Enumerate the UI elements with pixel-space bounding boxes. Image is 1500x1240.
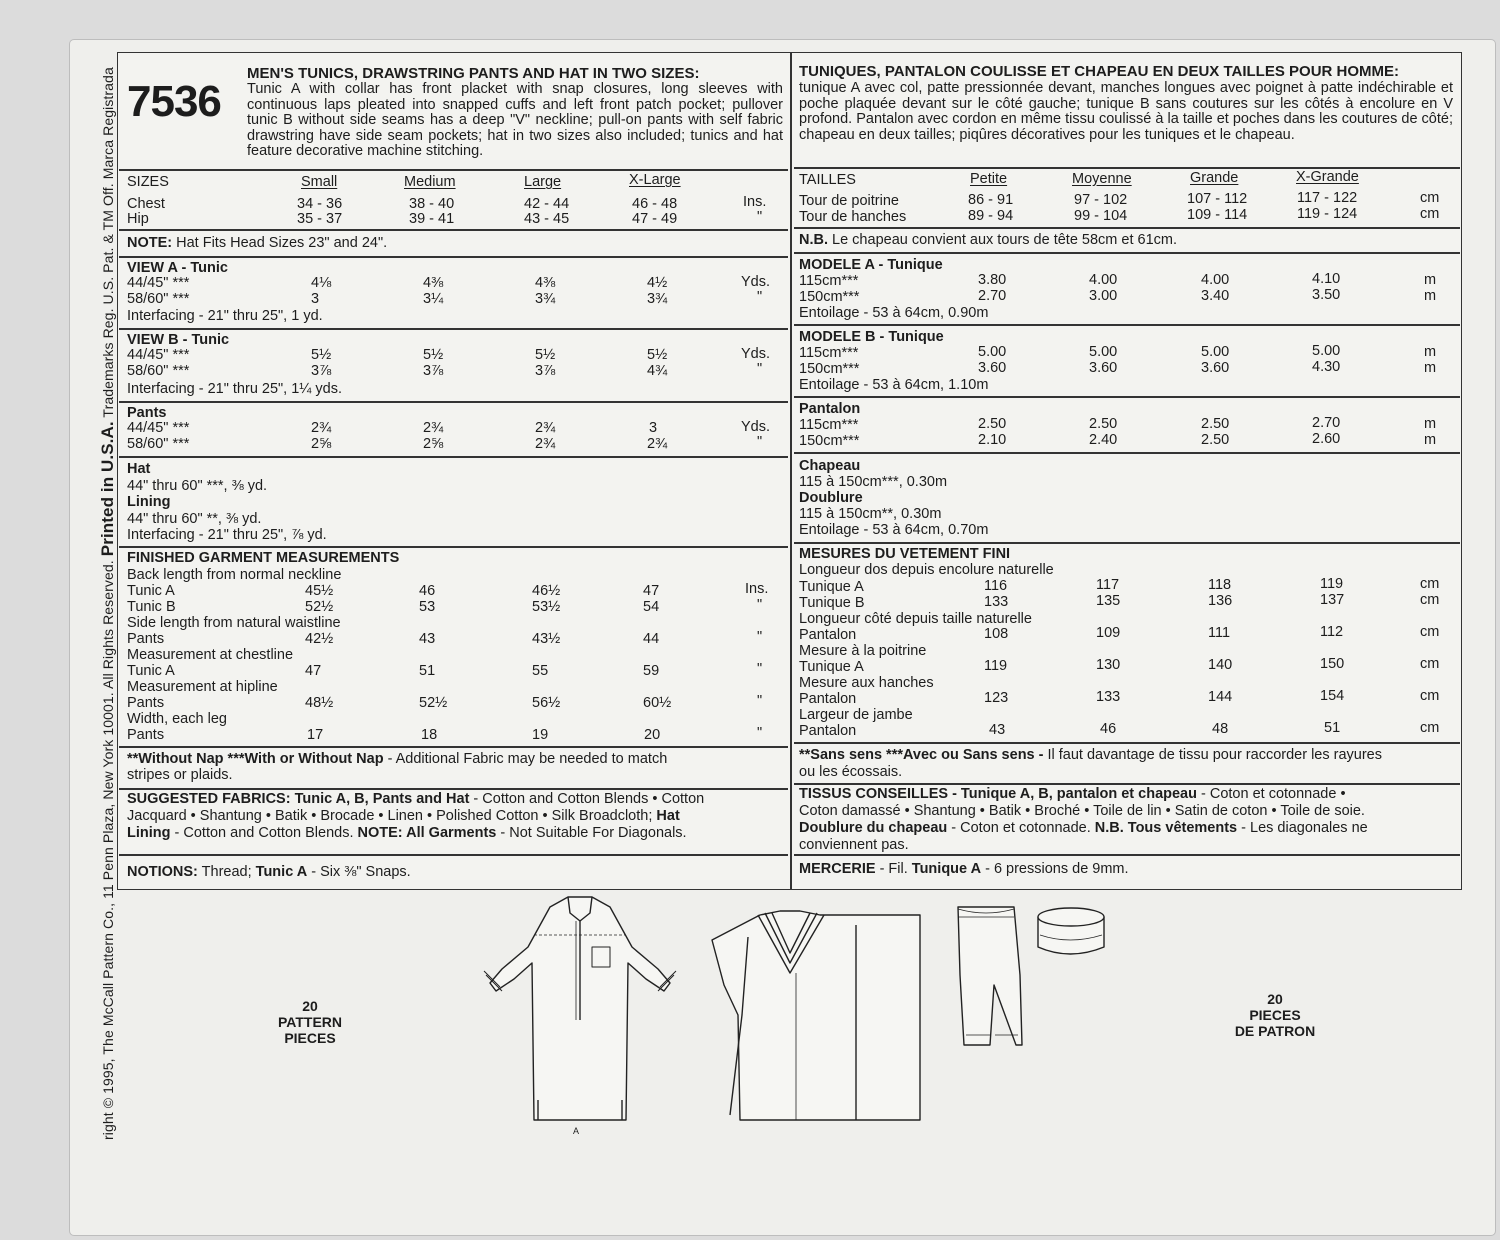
measure-value: 117 bbox=[1096, 577, 1120, 593]
measure-value: 119 bbox=[1320, 576, 1344, 592]
unit: cm bbox=[1420, 720, 1440, 736]
chapeau-fabric: 115 à 150cm***, 0.30m bbox=[799, 474, 948, 490]
pattern-number: 7536 bbox=[127, 77, 221, 126]
copyright-side-text: right © 1995, The McCall Pattern Co., 11 Penn Plaza, New York 10001. All Rights Reserved. Printed in U.S.A. Trademarks Reg. U.S. Pat. & TM Off. Marca Registrada bbox=[98, 67, 117, 1140]
measure-value: 56½ bbox=[532, 695, 561, 711]
yardage: 2⅝ bbox=[423, 436, 444, 452]
garment-label: Tunic B bbox=[127, 599, 176, 615]
entoilage: Entoilage - 53 à 64cm, 0.70m bbox=[799, 522, 989, 538]
chest-value: 107 - 112 bbox=[1187, 191, 1248, 207]
metrage: 4.10 bbox=[1312, 271, 1341, 287]
hat-drawing bbox=[1038, 908, 1104, 954]
size-xlarge: X-Large bbox=[629, 172, 681, 188]
notions-en: NOTIONS: Thread; Tunic A - Six ⅜" Snaps. bbox=[127, 864, 411, 880]
measure-value: 135 bbox=[1096, 593, 1121, 609]
unit: Yds. bbox=[741, 346, 771, 362]
yardage: 2¾ bbox=[647, 436, 668, 452]
measure-value: 18 bbox=[421, 727, 438, 743]
metrage: 4.00 bbox=[1201, 272, 1230, 288]
measure-value: 43½ bbox=[532, 631, 561, 647]
fabric-width: 58/60" *** bbox=[127, 291, 190, 307]
measure-value: 46 bbox=[1100, 721, 1117, 737]
yardage: 3¼ bbox=[423, 291, 444, 307]
chest-value: 42 - 44 bbox=[524, 196, 570, 212]
chest-label: Chest bbox=[127, 196, 165, 212]
view-a-title: VIEW A - Tunic bbox=[127, 260, 228, 276]
entoilage: Entoilage - 53 à 64cm, 1.10m bbox=[799, 377, 989, 393]
measure-value: 43 bbox=[989, 722, 1006, 738]
pattern-pieces-fr: 20 PIECES DE PATRON bbox=[1234, 991, 1316, 1039]
description-en: Tunic A with collar has front placket with snap closures, long sleeves with continuous laps pleated into snapped cuffs and left front patch pocket; pullover tunic B without side seams has a deep "V" neckline; pull-on pants with self fabric drawstring have side seam pockets; hat in two sizes also included; tunics and hat feature decorative machine stitching. bbox=[247, 81, 783, 160]
measure-value: 51 bbox=[419, 663, 436, 679]
measure-label: Mesure aux hanches bbox=[799, 675, 934, 691]
chest-value: 117 - 122 bbox=[1297, 190, 1358, 206]
metrage: 3.40 bbox=[1201, 288, 1230, 304]
fabric-width: 44/45" *** bbox=[127, 275, 190, 291]
metrage: 3.60 bbox=[1089, 360, 1118, 376]
measure-value: 48½ bbox=[305, 695, 334, 711]
metrage: 5.00 bbox=[1312, 343, 1341, 359]
measure-value: 53 bbox=[419, 599, 436, 615]
unit: " bbox=[757, 693, 763, 709]
size-large: Large bbox=[524, 174, 562, 190]
metrage: 4.30 bbox=[1312, 359, 1341, 375]
size-grande: Grande bbox=[1190, 170, 1239, 186]
measure-value: 19 bbox=[532, 727, 549, 743]
entoilage: Entoilage - 53 à 64cm, 0.90m bbox=[799, 305, 989, 321]
title-en: MEN'S TUNICS, DRAWSTRING PANTS AND HAT IN TWO SIZES: bbox=[247, 65, 700, 82]
french-column: TUNIQUES, PANTALON COULISSE ET CHAPEAU EN DEUX TAILLES POUR HOMME: tunique A avec col, patte pressionnée devant, manches longues avec poignet à patte indéchirable et poche plaquée devant sur le côté gauche; tunique B sans coutures sur les côtés à encolure en V profond. Pantalon avec cordon en même tissu coulissé à la taille et poches dans les coutures de côté; chapeau en deux tailles; piqûres décoratives pour les tuniques et le chapeau. TAILLES Petite Moyenne Grande X-Grande Tour de poitrine 86 - 91 97 - 102 107 - 112 117 - 122 cm Tour de hanches 89 - 94 99 - 104 109 - 114 119 - 124 cm N.B. Le chapeau convient aux tours de tête 58cm et 61cm. MODELE A - Tunique 115cm*** 3.80 4.00 4.00 4.10 m 150cm*** 2.70 3.00 3.40 3.50 m Entoilage - 53 à 64cm, 0.90m MODELE B - Tunique 115cm*** 5.00 5.00 5.00 5.00 m 150cm*** 3.60 3.60 3.60 4.30 m Entoilage - 53 à 64cm, 1.10m Pantalon 115cm*** 2.50 2.50 2.50 2.70 m 150cm*** 2.10 2.40 2.50 2.60 m Chapeau 115 à 150cm***, 0.30m Doublure 115 à 150cm**, 0.30m Entoilage - 53 à 64cm, 0.70m MESURES DU VETEMENT FINI Longueur dos depuis encolure naturelle Tunique A 116 117 118 119 cm Tunique B 133 135 136 137 cm Longueur côté depuis taille naturelle Pantalon 108 109 111 112 cm Mesure à la poitrine Tunique A 119 130 140 150 cm Mesure aux hanches Pantalon 123 133 144 154 cm Largeur de jambe Pantalon 43 46 48 51 cm **Sans sens ***Avec ou Sans sens - Il faut davantage de tissu pour raccorder les rayures ou les écossais. TISSUS CONSEILLES - Tunique A, B, pantalon et chapeau - Coton et cotonnade • Coton damassé • Shantung • Batik • Broché • Toile de lin • Satin de coton • Toile de soie. Doublure du chapeau - Coton et cotonnade. N.B. Tous vêtements - Les diagonales ne conviennent pas. MERCERIE - Fil. Tunique A - 6 pressions de 9mm. bbox=[794, 52, 1460, 890]
hip-value: 39 - 41 bbox=[409, 211, 455, 227]
column-divider bbox=[790, 52, 792, 890]
measure-label: Mesure à la poitrine bbox=[799, 643, 927, 659]
unit: cm bbox=[1420, 688, 1440, 704]
pattern-pieces-en: 20 PATTERN PIECES bbox=[277, 998, 343, 1046]
garment-label: Tunique A bbox=[799, 579, 864, 595]
unit: m bbox=[1424, 360, 1437, 376]
garment-label: Tunique B bbox=[799, 595, 865, 611]
interfacing: Interfacing - 21" thru 25", 1¼ yds. bbox=[127, 381, 343, 397]
metrage: 2.50 bbox=[1089, 416, 1118, 432]
description-fr: tunique A avec col, patte pressionnée devant, manches longues avec poignet à patte indéchirable et poche plaquée devant sur le côté gauche; tunique B sans coutures sur les côtés à encolure en V profond. Pantalon avec cordon en même tissu coulissé à la taille et poches dans les coutures de côté; chapeau en deux tailles; piqûres décoratives pour les tuniques et le chapeau. bbox=[799, 80, 1453, 143]
hip-label: Hip bbox=[127, 211, 149, 227]
measure-value: 17 bbox=[307, 727, 324, 743]
measure-value: 45½ bbox=[305, 583, 334, 599]
modele-a-title: MODELE A - Tunique bbox=[799, 257, 943, 273]
measure-label: Longueur dos depuis encolure naturelle bbox=[799, 562, 1054, 578]
measure-label: Width, each leg bbox=[127, 711, 227, 727]
metrage: 2.50 bbox=[1201, 416, 1230, 432]
yardage: 3⅞ bbox=[535, 363, 556, 379]
metrage: 3.00 bbox=[1089, 288, 1118, 304]
metrage: 4.00 bbox=[1089, 272, 1118, 288]
measure-value: 42½ bbox=[305, 631, 334, 647]
unit: cm bbox=[1420, 206, 1440, 222]
sizes-label: TAILLES bbox=[799, 172, 856, 188]
unit: " bbox=[757, 209, 763, 225]
yardage: 2¾ bbox=[535, 436, 556, 452]
mercerie: MERCERIE - Fil. Tunique A - 6 pressions de 9mm. bbox=[799, 861, 1129, 877]
measure-value: 119 bbox=[984, 658, 1008, 674]
unit: " bbox=[757, 629, 763, 645]
measure-value: 59 bbox=[643, 663, 660, 679]
measure-value: 136 bbox=[1208, 593, 1233, 609]
nap-note-fr-2: ou les écossais. bbox=[799, 764, 903, 780]
unit: cm bbox=[1420, 656, 1440, 672]
measure-value: 52½ bbox=[305, 599, 334, 615]
measure-value: 133 bbox=[1096, 689, 1121, 705]
metrage: 5.00 bbox=[978, 344, 1007, 360]
measure-value: 46½ bbox=[532, 583, 561, 599]
unit: " bbox=[757, 434, 763, 450]
measure-value: 116 bbox=[984, 578, 1008, 594]
measure-value: 44 bbox=[643, 631, 660, 647]
fabric-width: 150cm*** bbox=[799, 433, 860, 449]
unit: Ins. bbox=[743, 194, 767, 210]
hip-value: 47 - 49 bbox=[632, 211, 678, 227]
size-medium: Medium bbox=[404, 174, 456, 190]
metrage: 3.60 bbox=[1201, 360, 1230, 376]
size-small: Small bbox=[301, 174, 338, 190]
yardage: 5½ bbox=[423, 347, 444, 363]
yardage: 2¾ bbox=[535, 420, 556, 436]
chapeau-title: Chapeau bbox=[799, 458, 861, 474]
doublure-title: Doublure bbox=[799, 490, 863, 506]
fabric-width: 115cm*** bbox=[799, 417, 859, 433]
size-xgrande: X-Grande bbox=[1296, 169, 1359, 185]
metrage: 3.80 bbox=[978, 272, 1007, 288]
measure-label: Longueur côté depuis taille naturelle bbox=[799, 611, 1032, 627]
tunic-a-drawing bbox=[484, 897, 676, 1120]
measure-value: 55 bbox=[532, 663, 549, 679]
unit: " bbox=[757, 661, 763, 677]
hip-value: 99 - 104 bbox=[1074, 208, 1128, 224]
unit: m bbox=[1424, 416, 1437, 432]
measure-value: 47 bbox=[305, 663, 322, 679]
hat-note-en: NOTE: Hat Fits Head Sizes 23" and 24". bbox=[127, 235, 388, 251]
yardage: 4⅜ bbox=[423, 275, 444, 291]
metrage: 3.60 bbox=[978, 360, 1007, 376]
garment-illustrations bbox=[480, 895, 1120, 1145]
measure-value: 53½ bbox=[532, 599, 561, 615]
nap-note-en: **Without Nap ***With or Without Nap - Additional Fabric may be needed to match bbox=[127, 751, 668, 767]
measure-value: 46 bbox=[419, 583, 436, 599]
chest-value: 34 - 36 bbox=[297, 196, 343, 212]
garment-label: Pantalon bbox=[799, 627, 857, 643]
metrage: 2.70 bbox=[978, 288, 1007, 304]
metrage: 2.60 bbox=[1312, 431, 1341, 447]
fabric-width: 150cm*** bbox=[799, 361, 860, 377]
metrage: 2.50 bbox=[1201, 432, 1230, 448]
metrage: 2.10 bbox=[978, 432, 1007, 448]
yardage: 3¾ bbox=[647, 291, 668, 307]
hip-value: 43 - 45 bbox=[524, 211, 570, 227]
unit: " bbox=[757, 289, 763, 305]
pantalon-title: Pantalon bbox=[799, 401, 861, 417]
metrage: 5.00 bbox=[1201, 344, 1230, 360]
lining-title: Lining bbox=[127, 494, 171, 510]
garment-label: Pants bbox=[127, 727, 165, 743]
nap-note-fr: **Sans sens ***Avec ou Sans sens - Il faut davantage de tissu pour raccorder les rayures bbox=[799, 747, 1382, 763]
fabric-width: 115cm*** bbox=[799, 273, 859, 289]
yardage: 3⅞ bbox=[423, 363, 444, 379]
garment-label: Tunic A bbox=[127, 663, 175, 679]
garment-label: Pants bbox=[127, 631, 165, 647]
chest-label: Tour de poitrine bbox=[799, 193, 899, 209]
unit: cm bbox=[1420, 576, 1440, 592]
measure-value: 52½ bbox=[419, 695, 448, 711]
doublure-fabric: 115 à 150cm**, 0.30m bbox=[799, 506, 942, 522]
measure-label: Side length from natural waistline bbox=[127, 615, 341, 631]
measure-value: 54 bbox=[643, 599, 660, 615]
hip-value: 89 - 94 bbox=[968, 208, 1014, 224]
garment-label: Pants bbox=[127, 695, 165, 711]
sizes-label: SIZES bbox=[127, 174, 169, 190]
yardage: 2⅝ bbox=[311, 436, 332, 452]
fabric-width: 44/45" *** bbox=[127, 347, 190, 363]
yardage: 4¾ bbox=[647, 363, 668, 379]
pants-drawing bbox=[958, 907, 1022, 1045]
measure-value: 109 bbox=[1096, 625, 1121, 641]
unit: cm bbox=[1420, 592, 1440, 608]
view-a-label: A bbox=[572, 1126, 580, 1136]
yardage: 2¾ bbox=[311, 420, 332, 436]
hip-label: Tour de hanches bbox=[799, 209, 907, 225]
unit: Yds. bbox=[741, 274, 771, 290]
fgm-title: FINISHED GARMENT MEASUREMENTS bbox=[127, 550, 400, 566]
hip-value: 109 - 114 bbox=[1187, 207, 1248, 223]
yardage: 4⅜ bbox=[535, 275, 556, 291]
tunic-b-drawing bbox=[712, 911, 920, 1120]
measure-value: 140 bbox=[1208, 657, 1233, 673]
unit: cm bbox=[1420, 190, 1440, 206]
measure-label: Measurement at hipline bbox=[127, 679, 278, 695]
yardage: 4⅛ bbox=[311, 275, 332, 291]
yardage: 3⅞ bbox=[311, 363, 332, 379]
pants-title: Pants bbox=[127, 405, 167, 421]
chest-value: 97 - 102 bbox=[1074, 192, 1128, 208]
yardage: 3¾ bbox=[535, 291, 556, 307]
hat-title: Hat bbox=[127, 461, 151, 477]
metrage: 2.70 bbox=[1312, 415, 1341, 431]
metrage: 3.50 bbox=[1312, 287, 1341, 303]
metrage: 2.40 bbox=[1089, 432, 1118, 448]
size-petite: Petite bbox=[970, 171, 1008, 187]
unit: cm bbox=[1420, 624, 1440, 640]
yardage: 5½ bbox=[647, 347, 668, 363]
modele-b-title: MODELE B - Tunique bbox=[799, 329, 944, 345]
measure-value: 51 bbox=[1324, 720, 1341, 736]
size-moyenne: Moyenne bbox=[1072, 171, 1132, 187]
unit: m bbox=[1424, 272, 1437, 288]
metrage: 2.50 bbox=[978, 416, 1007, 432]
measure-value: 118 bbox=[1208, 577, 1232, 593]
measure-value: 60½ bbox=[643, 695, 672, 711]
hat-fabric: 44" thru 60" ***, ⅜ yd. bbox=[127, 478, 268, 494]
measure-value: 108 bbox=[984, 626, 1009, 642]
measure-value: 43 bbox=[419, 631, 436, 647]
unit: Ins. bbox=[745, 581, 769, 597]
fabric-width: 115cm*** bbox=[799, 345, 859, 361]
nap-note-en-2: stripes or plaids. bbox=[127, 767, 233, 783]
measure-value: 137 bbox=[1320, 592, 1345, 608]
english-column: 7536 MEN'S TUNICS, DRAWSTRING PANTS AND HAT IN TWO SIZES: Tunic A with collar has front placket with snap closures, long sleeves with continuous laps pleated into snapped cuffs and left front patch pocket; pullover tunic B without side seams has a deep "V" neckline; pull-on pants with self fabric drawstring have side seam pockets; hat in two sizes also included; tunics and hat feature decorative machine stitching. SIZES Small Medium Large X-Large Chest 34 - 36 38 - 40 42 - 44 46 - 48 Ins. Hip 35 - 37 39 - 41 43 - 45 47 - 49 " NOTE: Hat Fits Head Sizes 23" and 24". VIEW A - Tunic 44/45" *** 4⅛ 4⅜ 4⅜ 4½ Yds. 58/60" *** 3 3¼ 3¾ 3¾ " Interfacing - 21" thru 25", 1 yd. VIEW B - Tunic 44/45" *** 5½ 5½ 5½ 5½ Yds. 58/60" *** 3⅞ 3⅞ 3⅞ 4¾ " Interfacing - 21" thru 25", 1¼ yds. Pants 44/45" *** 2¾ 2¾ 2¾ 3 Yds. 58/60" *** 2⅝ 2⅝ 2¾ 2¾ " Hat 44" thru 60" ***, ⅜ yd. Lining 44" thru 60" **, ⅜ yd. Interfacing - 21" thru 25", ⅞ yd. FINISHED GARMENT MEASUREMENTS Back length from normal neckline Tunic A 45½ 46 46½ 47 Ins. Tunic B 52½ 53 53½ 54 " Side length from natural waistline Pants 42½ 43 43½ 44 " Measurement at chestline Tunic A 47 51 55 59 " Measurement at hipline Pants 48½ 52½ 56½ 60½ " Width, each leg Pants 17 18 19 20 " **Without Nap ***With or Without Nap - Additional Fabric may be needed to match stripes or plaids. SUGGESTED FABRICS: Tunic A, B, Pants and Hat - Cotton and Cotton Blends • Cotton Jacquard • Shantung • Batik • Brocade • Linen • Polished Cotton • Silk Broadcloth; Hat Lining - Cotton and Cotton Blends. NOTE: All Garments - Not Suitable For Diagonals. NOTIONS: Thread; Tunic A - Six ⅜" Snaps. bbox=[119, 52, 788, 890]
measure-label: Largeur de jambe bbox=[799, 707, 913, 723]
view-b-title: VIEW B - Tunic bbox=[127, 332, 230, 348]
yardage: 5½ bbox=[535, 347, 556, 363]
measure-value: 130 bbox=[1096, 657, 1121, 673]
unit: " bbox=[757, 597, 763, 613]
metrage: 5.00 bbox=[1089, 344, 1118, 360]
unit: m bbox=[1424, 288, 1437, 304]
yardage: 2¾ bbox=[423, 420, 444, 436]
unit: m bbox=[1424, 432, 1437, 448]
measure-value: 48 bbox=[1212, 721, 1229, 737]
hip-value: 35 - 37 bbox=[297, 211, 343, 227]
fabric-width: 58/60" *** bbox=[127, 363, 190, 379]
yardage: 5½ bbox=[311, 347, 332, 363]
measure-value: 111 bbox=[1208, 625, 1231, 641]
measure-value: 154 bbox=[1320, 688, 1345, 704]
unit: m bbox=[1424, 344, 1437, 360]
measure-value: 123 bbox=[984, 690, 1009, 706]
measure-label: Back length from normal neckline bbox=[127, 567, 342, 583]
measure-value: 150 bbox=[1320, 656, 1345, 672]
chest-value: 46 - 48 bbox=[632, 196, 678, 212]
hip-value: 119 - 124 bbox=[1297, 206, 1358, 222]
unit: Yds. bbox=[741, 419, 771, 435]
mes-title: MESURES DU VETEMENT FINI bbox=[799, 546, 1011, 562]
title-fr: TUNIQUES, PANTALON COULISSE ET CHAPEAU EN DEUX TAILLES POUR HOMME: bbox=[799, 63, 1400, 80]
garment-label: Pantalon bbox=[799, 723, 857, 739]
chest-value: 86 - 91 bbox=[968, 192, 1014, 208]
hat-note-fr: N.B. Le chapeau convient aux tours de tête 58cm et 61cm. bbox=[799, 232, 1178, 248]
lining-fabric: 44" thru 60" **, ⅜ yd. bbox=[127, 511, 262, 527]
garment-label: Tunique A bbox=[799, 659, 864, 675]
unit: " bbox=[757, 725, 763, 741]
yardage: 3 bbox=[649, 420, 658, 436]
yardage: 4½ bbox=[647, 275, 668, 291]
garment-label: Tunic A bbox=[127, 583, 175, 599]
chest-value: 38 - 40 bbox=[409, 196, 455, 212]
measure-value: 133 bbox=[984, 594, 1009, 610]
measure-label: Measurement at chestline bbox=[127, 647, 294, 663]
unit: " bbox=[757, 361, 763, 377]
garment-label: Pantalon bbox=[799, 691, 857, 707]
hat-interfacing: Interfacing - 21" thru 25", ⅞ yd. bbox=[127, 527, 327, 543]
measure-value: 112 bbox=[1320, 624, 1344, 640]
measure-value: 20 bbox=[644, 727, 661, 743]
fabric-width: 150cm*** bbox=[799, 289, 860, 305]
measure-value: 144 bbox=[1208, 689, 1233, 705]
fabric-width: 58/60" *** bbox=[127, 436, 190, 452]
fabric-width: 44/45" *** bbox=[127, 420, 190, 436]
interfacing: Interfacing - 21" thru 25", 1 yd. bbox=[127, 308, 323, 324]
yardage: 3 bbox=[311, 291, 320, 307]
measure-value: 47 bbox=[643, 583, 660, 599]
